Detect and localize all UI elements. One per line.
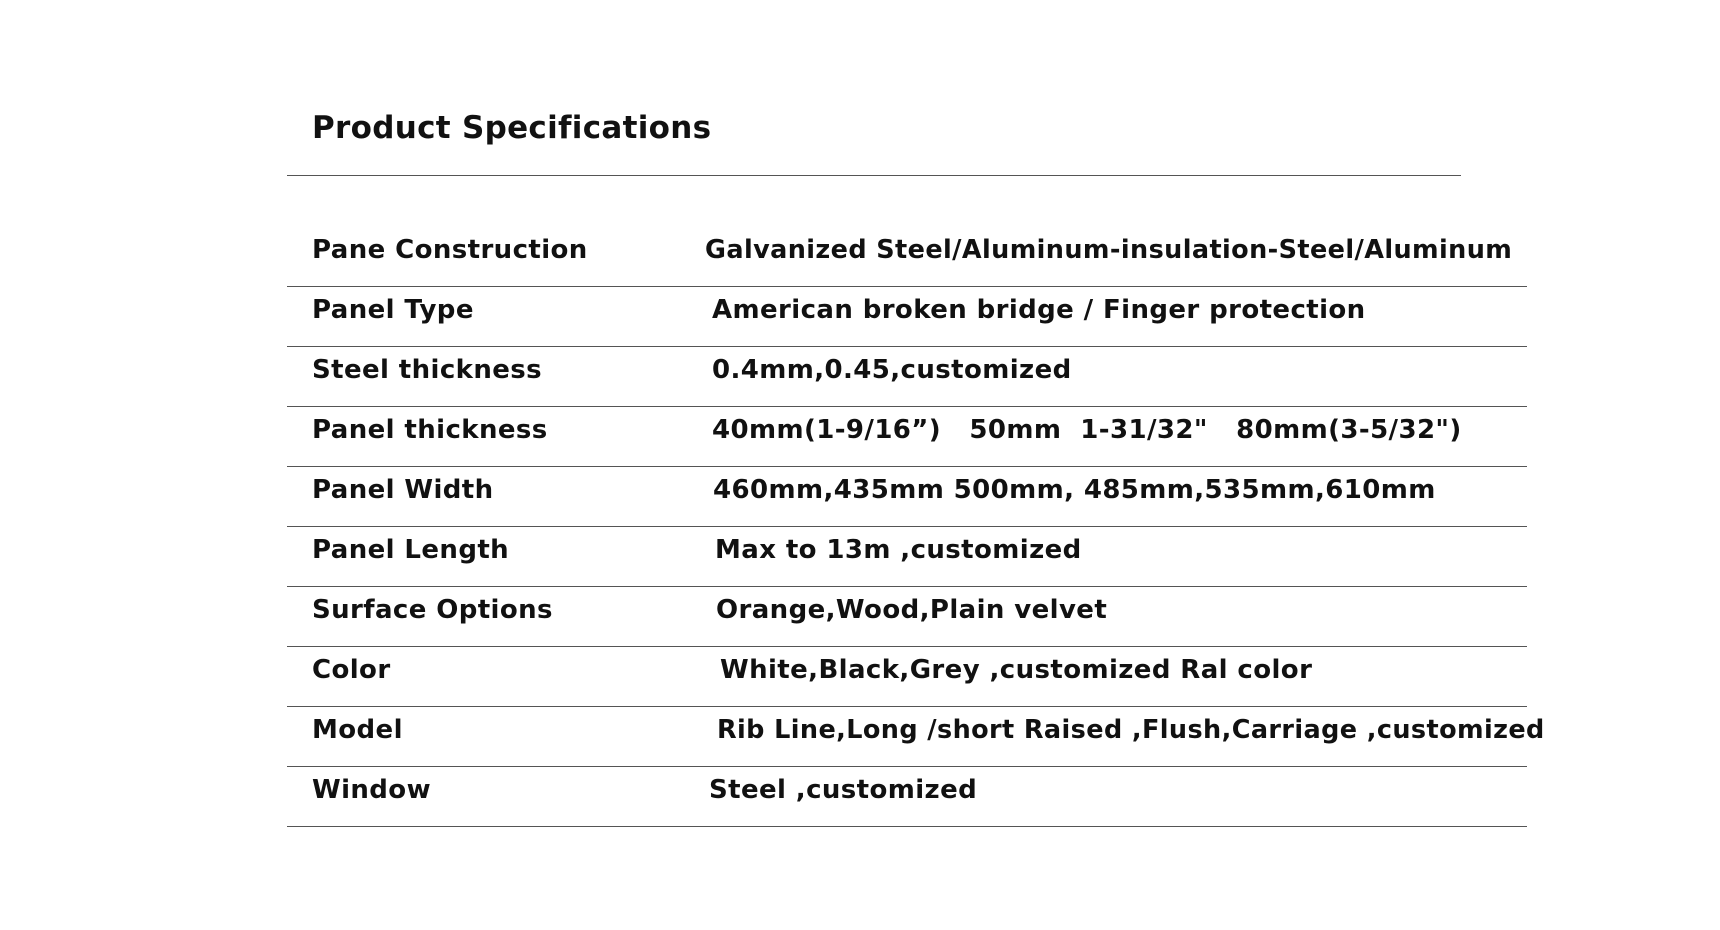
spec-label: Model	[312, 715, 403, 745]
spec-label: Surface Options	[312, 595, 553, 625]
spec-table	[287, 227, 1545, 827]
spec-label: Panel Length	[312, 535, 510, 565]
spec-row-pane-construction	[287, 227, 1527, 287]
spec-label: Panel Type	[312, 295, 474, 325]
spec-row-panel-length	[287, 527, 1527, 587]
spec-value: 0.4mm,0.45,customized	[712, 355, 1072, 385]
spec-label: Panel Width	[312, 475, 494, 505]
spec-label: Steel thickness	[312, 355, 543, 385]
spec-label: Color	[312, 655, 391, 685]
spec-label: Pane Construction	[312, 235, 588, 265]
spec-label: Window	[312, 775, 431, 805]
spec-value: Orange,Wood,Plain velvet	[716, 595, 1108, 625]
spec-row-surface-options	[287, 587, 1527, 647]
spec-row-panel-thickness	[287, 407, 1527, 467]
spec-value: 40mm(1-9/16”) 50mm 1-31/32" 80mm(3-5/32")	[712, 415, 1462, 445]
spec-value: White,Black,Grey ,customized Ral color	[720, 655, 1313, 685]
spec-row-window	[287, 767, 1527, 827]
title-divider	[287, 175, 1461, 176]
spec-value: American broken bridge / Finger protection	[712, 295, 1366, 325]
spec-row-steel-thickness	[287, 347, 1527, 407]
spec-label: Panel thickness	[312, 415, 548, 445]
spec-value: Rib Line,Long /short Raised ,Flush,Carriage ,customized	[717, 715, 1545, 745]
spec-row-color	[287, 647, 1527, 707]
spec-row-panel-width	[287, 467, 1527, 527]
spec-value: Steel ,customized	[709, 775, 978, 805]
spec-value: Galvanized Steel/Aluminum-insulation-Steel/Aluminum	[705, 235, 1513, 265]
spec-value: 460mm,435mm 500mm, 485mm,535mm,610mm	[713, 475, 1436, 505]
spec-row-model	[287, 707, 1545, 767]
spec-row-panel-type	[287, 287, 1527, 347]
spec-value: Max to 13m ,customized	[715, 535, 1082, 565]
page-title: Product Specifications	[312, 110, 712, 146]
